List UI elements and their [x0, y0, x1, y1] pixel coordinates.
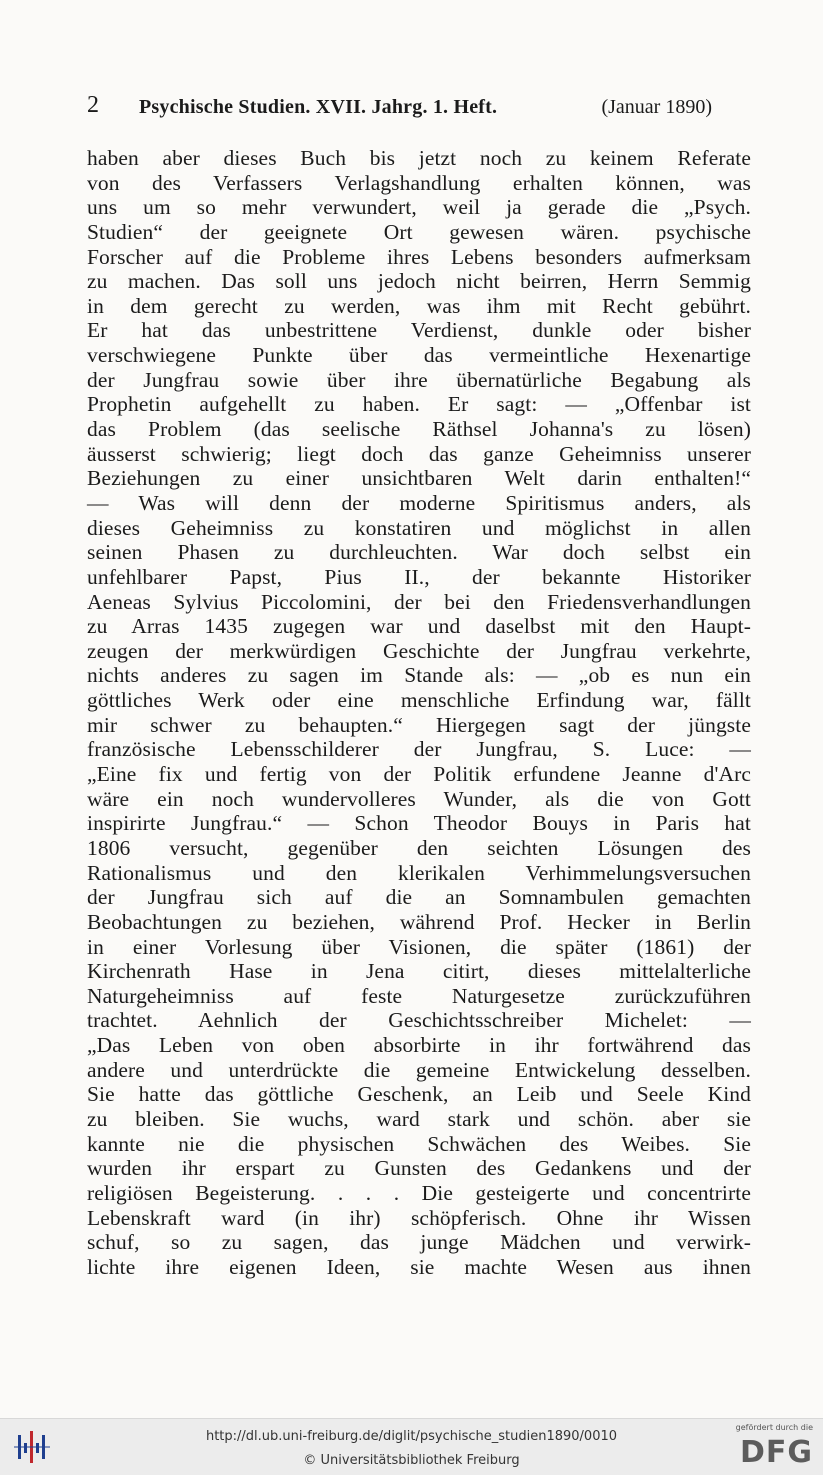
text-line: göttliches Werk oder eine menschliche Erfindung war, fällt	[87, 688, 751, 713]
text-line: in einer Vorlesung über Visionen, die später (1861) der	[87, 934, 751, 959]
running-title: Psychische Studien. XVII. Jahrg. 1. Heft.	[139, 96, 498, 118]
page-number: 2	[87, 92, 99, 118]
text-line: Beziehungen zu einer unsichtbaren Welt darin enthalten!“	[87, 466, 751, 491]
viewer-footer	[0, 1418, 823, 1475]
text-line: zeugen der merkwürdigen Geschichte der Jungfrau verkehrte,	[87, 638, 751, 663]
text-line: mir schwer zu behaupten.“ Hiergegen sagt der jüngste	[87, 712, 751, 737]
copyright-notice: © Universitätsbibliothek Freiburg	[303, 1453, 520, 1468]
text-line: trachtet. Aehnlich der Geschichtsschreiber Michelet: —	[87, 1008, 751, 1033]
text-line: haben aber dieses Buch bis jetzt noch zu keinem Referate	[87, 146, 751, 170]
text-line: religiösen Begeisterung. . . . Die gesteigerte und concentrirte	[87, 1180, 751, 1205]
text-line: Er hat das unbestrittene Verdienst, dunkle oder bisher	[87, 318, 751, 343]
text-line: lichte ihre eigenen Ideen, sie machte Wesen aus ihnen	[87, 1254, 751, 1279]
permalink-url[interactable]: http://dl.ub.uni-freiburg.de/diglit/psychische_studien1890/0010	[205, 1429, 618, 1444]
text-line: Naturgeheimniss auf feste Naturgesetze zurückzuführen	[87, 983, 751, 1008]
running-header	[87, 92, 712, 126]
dfg-funder-logo	[729, 1423, 813, 1471]
text-line: Aeneas Sylvius Piccolomini, der bei den Friedensverhandlungen	[87, 589, 751, 614]
text-line: Forscher auf die Probleme ihres Lebens besonders aufmerksam	[87, 244, 751, 269]
text-line: wurden ihr erspart zu Gunsten des Gedankens und der	[87, 1156, 751, 1181]
text-line: Kirchenrath Hase in Jena citirt, dieses mittelalterliche	[87, 959, 751, 984]
text-line: kannte nie die physischen Schwächen des Weibes. Sie	[87, 1131, 751, 1156]
text-line: französische Lebensschilderer der Jungfrau, S. Luce: —	[87, 737, 751, 762]
text-line: Rationalismus und den klerikalen Verhimmelungsversuchen	[87, 860, 751, 885]
text-line: Sie hatte das göttliche Geschenk, an Leib und Seele Kind	[87, 1082, 751, 1107]
text-line: zu Arras 1435 zugegen war und daselbst mit den Haupt-	[87, 614, 751, 639]
text-line: Beobachtungen zu beziehen, während Prof. Hecker in Berlin	[87, 909, 751, 934]
text-line: in dem gerecht zu werden, was ihm mit Recht gebührt.	[87, 293, 751, 318]
funder-note: gefördert durch die	[735, 1423, 813, 1432]
text-line: äusserst schwierig; liegt doch das ganze Geheimniss unserer	[87, 441, 751, 466]
text-line: seinen Phasen zu durchleuchten. War doch selbst ein	[87, 540, 751, 565]
text-line: inspirirte Jungfrau.“ — Schon Theodor Bouys in Paris hat	[87, 811, 751, 836]
text-line: von des Verfassers Verlagshandlung erhalten können, was	[87, 170, 751, 195]
text-line: uns um so mehr verwundert, weil ja gerade die „Psych.	[87, 195, 751, 220]
text-line: wäre ein noch wundervolleres Wunder, als die von Gott	[87, 786, 751, 811]
text-line: zu machen. Das soll uns jedoch nicht beirren, Herrn Semmig	[87, 269, 751, 294]
text-line: Prophetin aufgehellt zu haben. Er sagt: — „Offenbar ist	[87, 392, 751, 417]
text-line: schuf, so zu sagen, das junge Mädchen und verwirk-	[87, 1230, 751, 1255]
body-text	[87, 146, 751, 1279]
text-line: das Problem (das seelische Räthsel Johanna's zu lösen)	[87, 417, 751, 442]
issue-date: (Januar 1890)	[601, 96, 712, 118]
text-line: andere und unterdrückte die gemeine Entwickelung desselben.	[87, 1057, 751, 1082]
text-line: Studien“ der geeignete Ort gewesen wären. psychische	[87, 219, 751, 244]
text-line: der Jungfrau sich auf die an Somnambulen gemachten	[87, 885, 751, 910]
dfg-logo-text: DFG	[739, 1435, 813, 1470]
text-line: — Was will denn der moderne Spiritismus anders, als	[87, 490, 751, 515]
text-line: Lebenskraft ward (in ihr) schöpferisch. Ohne ihr Wissen	[87, 1205, 751, 1230]
text-line: verschwiegene Punkte über das vermeintliche Hexenartige	[87, 343, 751, 368]
text-line: zu bleiben. Sie wuchs, ward stark und schön. aber sie	[87, 1106, 751, 1131]
text-line: der Jungfrau sowie über ihre übernatürliche Begabung als	[87, 367, 751, 392]
text-line: 1806 versucht, gegenüber den seichten Lösungen des	[87, 835, 751, 860]
text-line: unfehlbarer Papst, Pius II., der bekannte Historiker	[87, 564, 751, 589]
text-line: nichts anderes zu sagen im Stande als: — „ob es nun ein	[87, 663, 751, 688]
text-line: „Eine fix und fertig von der Politik erfundene Jeanne d'Arc	[87, 762, 751, 787]
text-line: dieses Geheimniss zu konstatiren und möglichst in allen	[87, 515, 751, 540]
text-line: „Das Leben von oben absorbirte in ihr fortwährend das	[87, 1033, 751, 1058]
